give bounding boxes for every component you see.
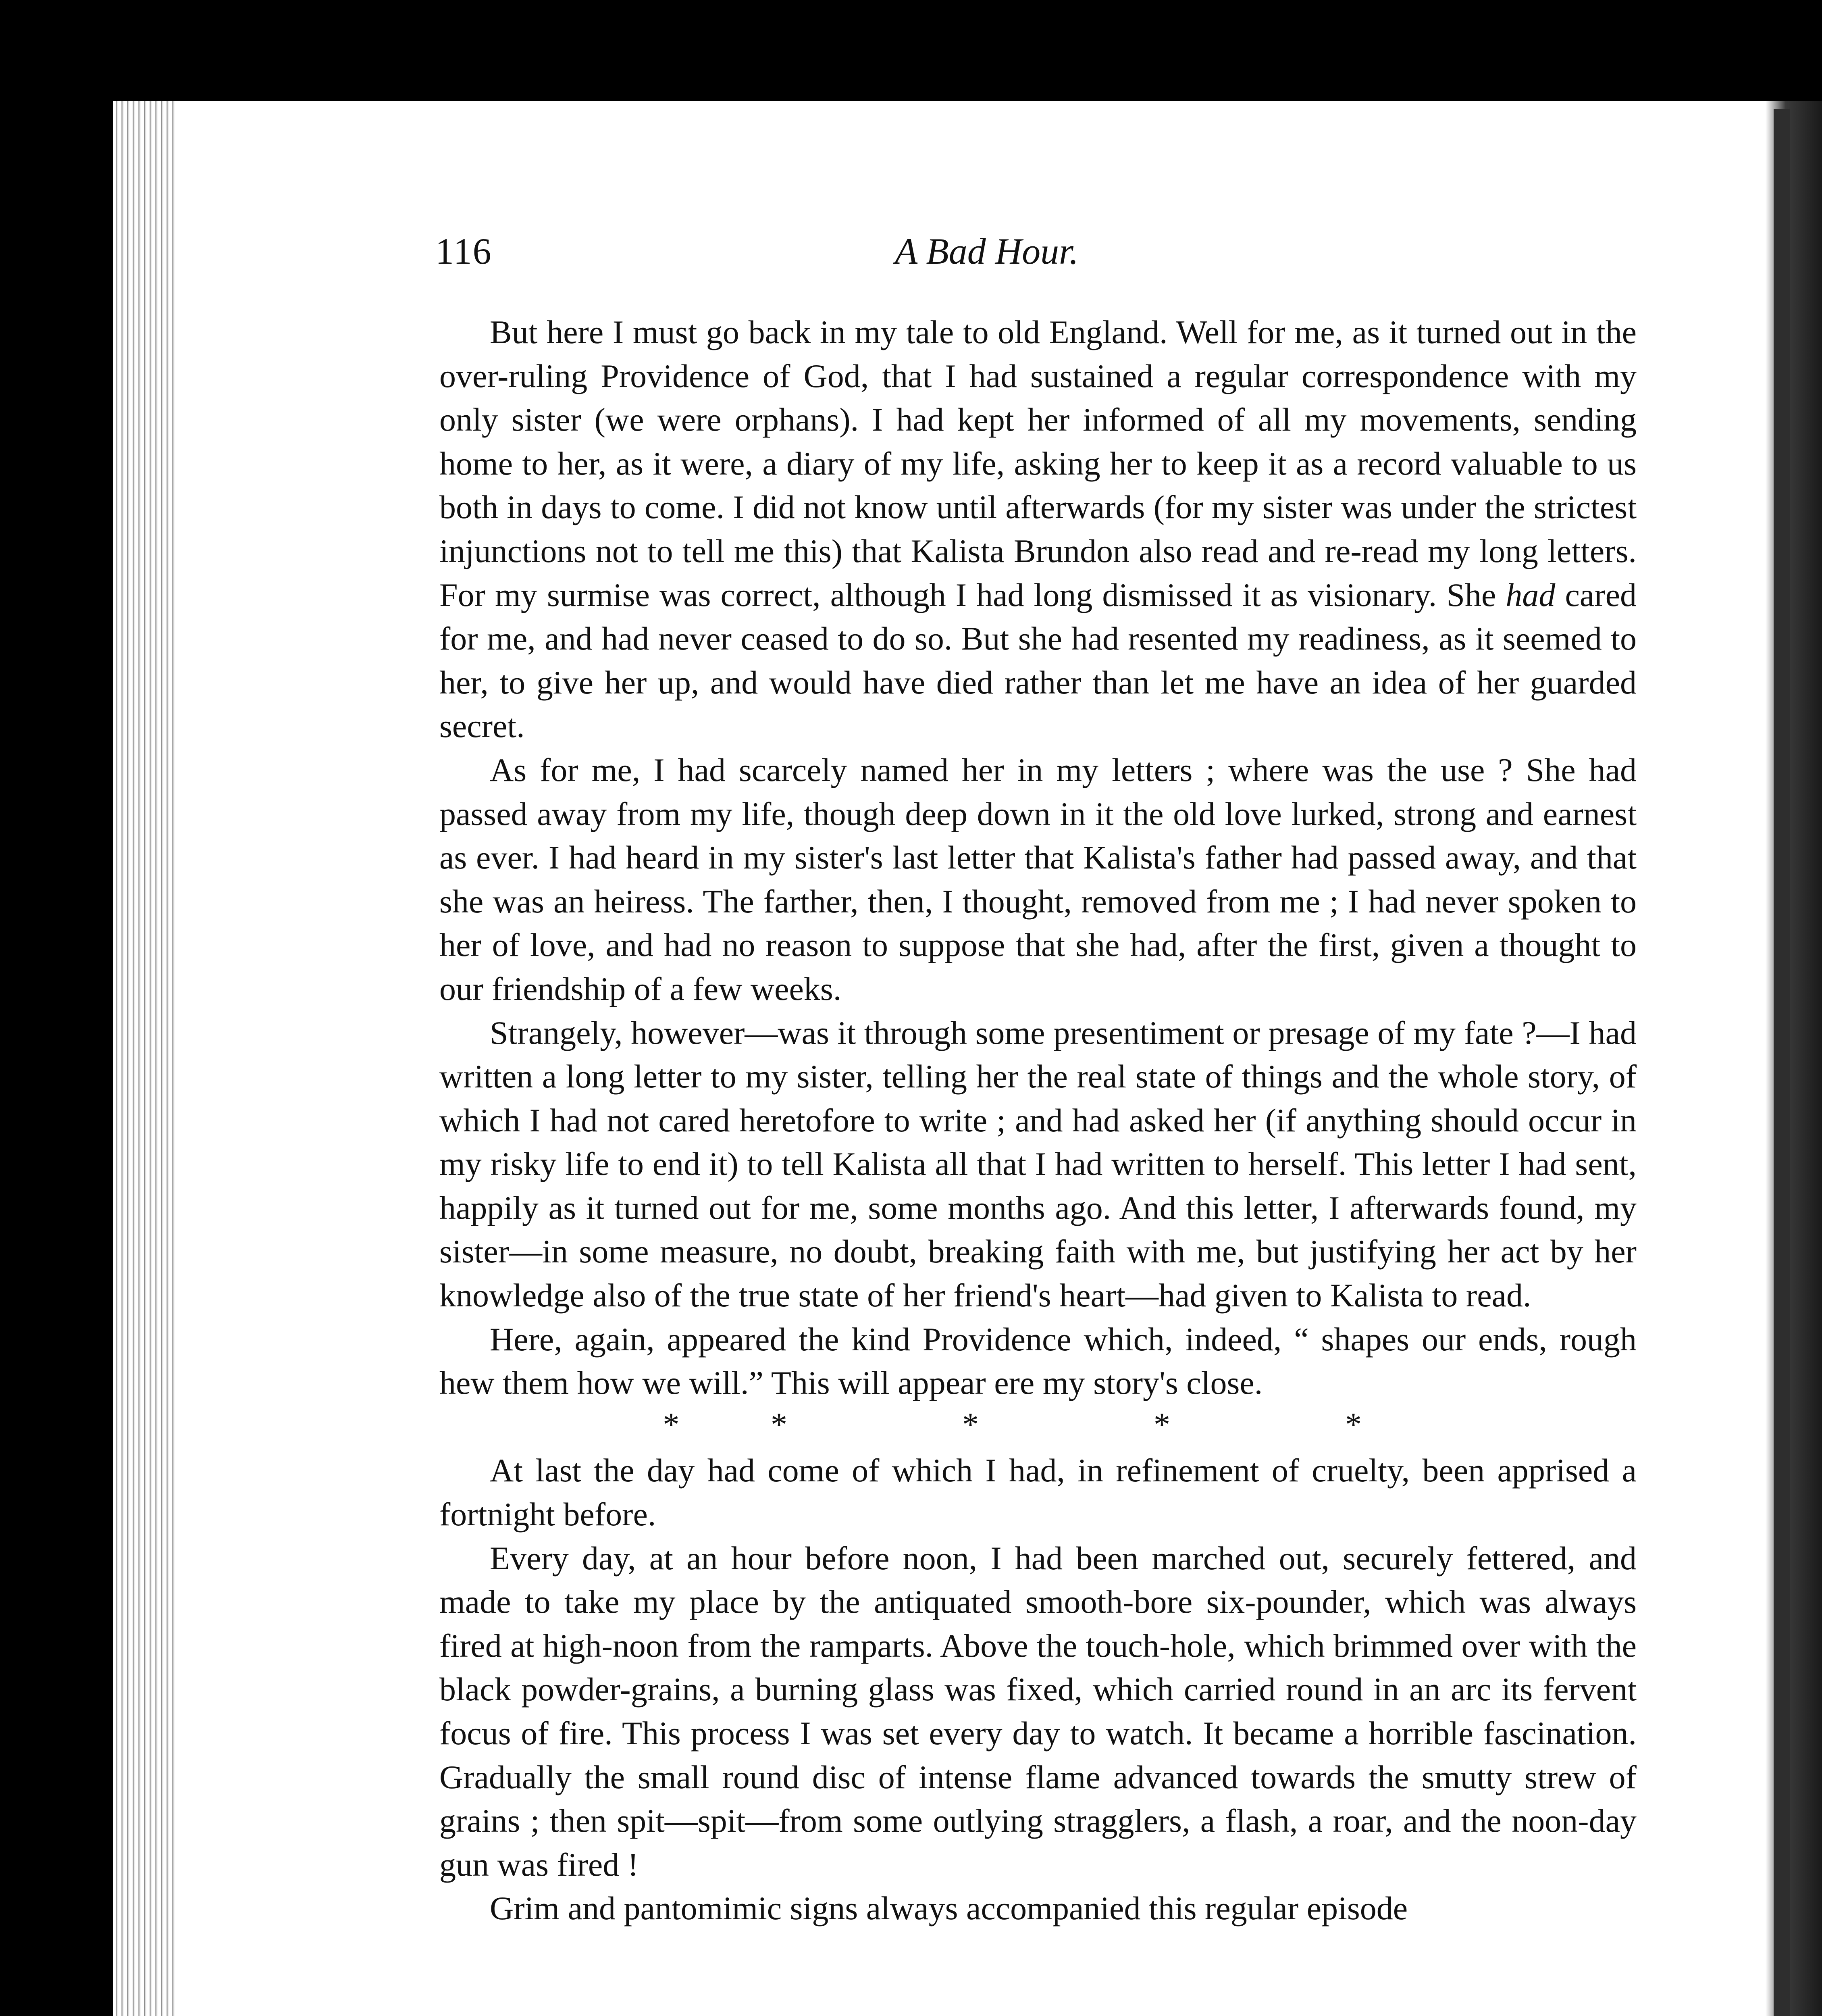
page-gutter-shadow	[1762, 101, 1822, 2016]
paragraph-1: But here I must go back in my tale to old England. Well for me, as it turned out in the over-ruling Providence of God, that I had sustained a regular correspondence with my only sister (we were orphans). I had kept her informed of all my movements, sending home to her, as it were, a diary of my life, asking her to keep it as a record valuable to us both in days to come. I did not know until afterwards (for my sister was under the strictest injunctions not to tell me this) that Kalista Brundon also read and re-read my long letters. For my surmise was correct, although I had long dismissed it as visionary. She had cared for me, and had never ceased to do so. But she had resented my readiness, as it seemed to her, to give her up, and would have died rather than let me have an idea of her guarded secret.	[439, 314, 1637, 745]
section-break	[439, 1403, 1637, 1447]
asterisk: *	[771, 1406, 787, 1443]
page-number: 116	[435, 231, 492, 272]
paragraph-5: At last the day had come of which I had, in refinement of cruelty, been apprised a fortnight before.	[439, 1452, 1637, 1533]
asterisk: *	[1345, 1406, 1362, 1443]
chapter-title: A Bad Hour.	[895, 231, 1079, 272]
asterisk: *	[1154, 1406, 1170, 1443]
asterisk: *	[663, 1406, 680, 1443]
paragraph-2: As for me, I had scarcely named her in my letters ; where was the use ? She had passed away from my life, though deep down in it the old love lurked, strong and earnest as ever. I had heard in my sister's last letter that Kalista's father had passed away, and that she was an heiress. The farther, then, I thought, removed from me ; I had never spoken to her of love, and had no reason to suppose that she had, after the first, given a thought to our friendship of a few weeks.	[439, 751, 1637, 1007]
paragraph-7: Grim and pantomimic signs always accompanied this regular episode	[490, 1890, 1408, 1927]
paragraph-4: Here, again, appeared the kind Providence which, indeed, “ shapes our ends, rough hew them how we will.” This will appear ere my story's close.	[439, 1320, 1637, 1402]
running-head	[435, 230, 1645, 278]
asterisk: *	[962, 1406, 979, 1443]
paragraph-3: Strangely, however—was it through some presentiment or presage of my fate ?—I had written a long letter to my sister, telling her the real state of things and the whole story, of which I had not cared heretofore to write ; and had asked her (if anything should occur in my risky life to end it) to tell Kalista all that I had written to herself. This letter I had sent, happily as it turned out for me, some months ago. And this letter, I afterwards found, my sister—in some measure, no doubt, breaking faith with me, but justifying her act by her knowledge also of the true state of her friend's heart—had given to Kalista to read.	[439, 1014, 1637, 1314]
paragraph-6: Every day, at an hour before noon, I had been marched out, securely fettered, and made to take my place by the antiquated smooth-bore six-pounder, which was always fired at high-noon from the ramparts. Above the touch-hole, which brimmed over with the black powder-grains, a burning glass was fixed, which carried round in an arc its fervent focus of fire. This process I was set every day to watch. It became a horrible fascination. Gradually the small round disc of intense flame advanced towards the smutty strew of grains ; then spit—spit—from some outlying stragglers, a flash, a roar, and the noon-day gun was fired !	[439, 1539, 1637, 1883]
emphasis-had: had	[1506, 576, 1556, 613]
book-page-edges	[113, 101, 185, 2016]
body-text	[439, 310, 1637, 1931]
facing-page-edge	[1774, 109, 1790, 2016]
